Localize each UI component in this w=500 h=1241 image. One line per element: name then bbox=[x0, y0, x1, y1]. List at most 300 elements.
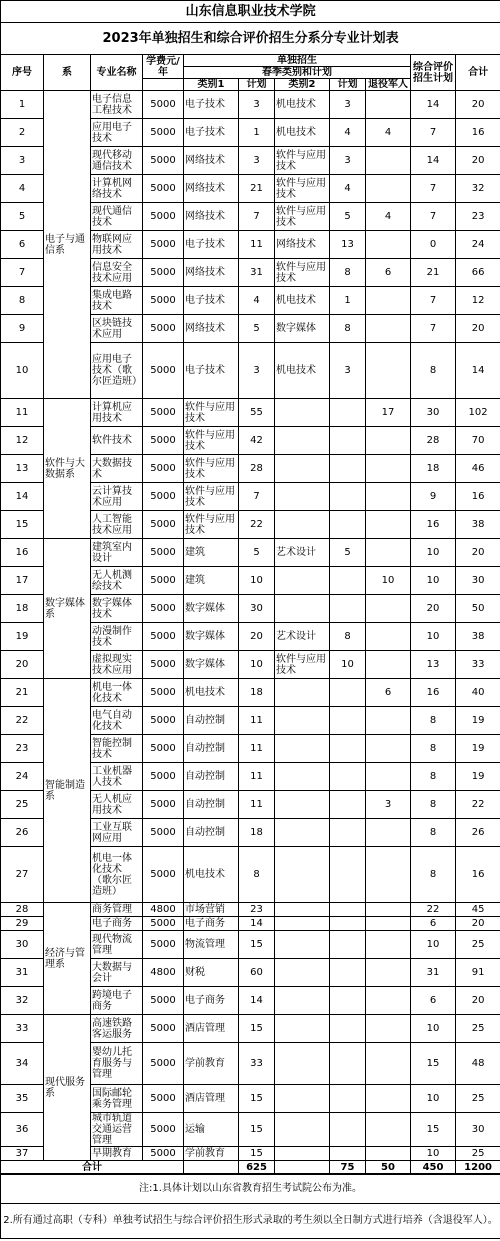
row-seq: 24 bbox=[1, 763, 44, 791]
row-veteran bbox=[366, 91, 411, 119]
row-cat1: 自动控制 bbox=[184, 791, 239, 819]
row-cat1: 电子商务 bbox=[184, 987, 239, 1015]
row-plan2 bbox=[330, 399, 366, 427]
row-total: 20 bbox=[456, 917, 500, 931]
row-plan2 bbox=[330, 987, 366, 1015]
row-seq: 32 bbox=[1, 987, 44, 1015]
row-total: 30 bbox=[456, 1113, 500, 1147]
row-fee: 5000 bbox=[143, 735, 184, 763]
row-total: 48 bbox=[456, 1043, 500, 1085]
row-veteran bbox=[366, 147, 411, 175]
row-cat2 bbox=[275, 931, 330, 959]
totals-veteran: 50 bbox=[366, 1161, 411, 1174]
row-total: 45 bbox=[456, 903, 500, 917]
row-cat1: 电子技术 bbox=[184, 287, 239, 315]
row-plan1: 10 bbox=[239, 651, 275, 679]
header-comprehensive: 综合评价招生计划 bbox=[411, 55, 456, 91]
row-comprehensive: 13 bbox=[411, 651, 456, 679]
row-cat2 bbox=[275, 735, 330, 763]
row-cat1: 软件与应用技术 bbox=[184, 483, 239, 511]
row-cat2 bbox=[275, 483, 330, 511]
row-cat2: 艺术设计 bbox=[275, 539, 330, 567]
row-cat1: 机电技术 bbox=[184, 679, 239, 707]
table-row bbox=[1, 1015, 500, 1043]
row-fee: 5000 bbox=[143, 679, 184, 707]
row-veteran: 17 bbox=[366, 399, 411, 427]
row-total: 20 bbox=[456, 539, 500, 567]
row-veteran: 4 bbox=[366, 203, 411, 231]
row-seq: 35 bbox=[1, 1085, 44, 1113]
row-major: 无人机应用技术 bbox=[91, 791, 143, 819]
row-comprehensive: 10 bbox=[411, 931, 456, 959]
row-plan1: 33 bbox=[239, 1043, 275, 1085]
header-seq: 序号 bbox=[1, 55, 44, 91]
row-seq: 6 bbox=[1, 231, 44, 259]
header-major: 专业名称 bbox=[91, 55, 143, 91]
row-plan1: 30 bbox=[239, 595, 275, 623]
row-fee: 5000 bbox=[143, 707, 184, 735]
table-title: 2023年单独招生和综合评价招生分系分专业计划表 bbox=[1, 23, 500, 55]
row-fee: 5000 bbox=[143, 343, 184, 399]
totals-plan1: 625 bbox=[239, 1161, 275, 1174]
row-fee: 5000 bbox=[143, 539, 184, 567]
row-veteran bbox=[366, 343, 411, 399]
row-major: 应用电子技术 bbox=[91, 119, 143, 147]
row-major: 机电一体化技术（歌尔匠造班） bbox=[91, 847, 143, 903]
row-cat2 bbox=[275, 987, 330, 1015]
row-total: 16 bbox=[456, 483, 500, 511]
row-plan1: 3 bbox=[239, 91, 275, 119]
dept-name: 数字媒体系 bbox=[44, 539, 91, 679]
row-seq: 30 bbox=[1, 931, 44, 959]
row-seq: 27 bbox=[1, 847, 44, 903]
row-plan1: 10 bbox=[239, 567, 275, 595]
row-cat1: 学前教育 bbox=[184, 1043, 239, 1085]
totals-cat1-spacer bbox=[184, 1161, 239, 1174]
header-single: 单独招生 bbox=[184, 55, 411, 67]
row-comprehensive: 8 bbox=[411, 819, 456, 847]
row-plan2: 8 bbox=[330, 315, 366, 343]
row-major: 信息安全技术应用 bbox=[91, 259, 143, 287]
row-cat1: 建筑 bbox=[184, 567, 239, 595]
row-cat2: 机电技术 bbox=[275, 287, 330, 315]
row-seq: 2 bbox=[1, 119, 44, 147]
row-major: 国际邮轮乘务管理 bbox=[91, 1085, 143, 1113]
row-fee: 5000 bbox=[143, 455, 184, 483]
row-plan1: 14 bbox=[239, 987, 275, 1015]
row-plan2 bbox=[330, 1043, 366, 1085]
row-veteran bbox=[366, 651, 411, 679]
row-cat2 bbox=[275, 1147, 330, 1161]
row-fee: 5000 bbox=[143, 1043, 184, 1085]
row-total: 20 bbox=[456, 987, 500, 1015]
row-cat2: 机电技术 bbox=[275, 119, 330, 147]
row-plan2 bbox=[330, 847, 366, 903]
row-plan2 bbox=[330, 819, 366, 847]
row-seq: 21 bbox=[1, 679, 44, 707]
row-plan1: 31 bbox=[239, 259, 275, 287]
table-row bbox=[1, 91, 500, 119]
row-fee: 5000 bbox=[143, 511, 184, 539]
row-plan2: 8 bbox=[330, 623, 366, 651]
row-veteran bbox=[366, 1085, 411, 1113]
row-veteran: 6 bbox=[366, 679, 411, 707]
totals-label: 合计 bbox=[1, 1161, 184, 1174]
row-cat2: 软件与应用技术 bbox=[275, 147, 330, 175]
row-total: 66 bbox=[456, 259, 500, 287]
row-major: 人工智能技术应用 bbox=[91, 511, 143, 539]
row-seq: 7 bbox=[1, 259, 44, 287]
header-total: 合计 bbox=[456, 55, 500, 91]
row-total: 20 bbox=[456, 315, 500, 343]
row-fee: 5000 bbox=[143, 791, 184, 819]
row-major: 大数据与会计 bbox=[91, 959, 143, 987]
row-cat1: 市场营销 bbox=[184, 903, 239, 917]
row-plan1: 11 bbox=[239, 735, 275, 763]
row-total: 50 bbox=[456, 595, 500, 623]
row-major: 现代通信技术 bbox=[91, 203, 143, 231]
row-plan2 bbox=[330, 1015, 366, 1043]
row-seq: 4 bbox=[1, 175, 44, 203]
row-comprehensive: 6 bbox=[411, 917, 456, 931]
header-cat1: 类别1 bbox=[184, 79, 239, 91]
row-seq: 36 bbox=[1, 1113, 44, 1147]
row-seq: 10 bbox=[1, 343, 44, 399]
row-comprehensive: 7 bbox=[411, 315, 456, 343]
row-total: 22 bbox=[456, 791, 500, 819]
row-cat1: 软件与应用技术 bbox=[184, 427, 239, 455]
row-total: 25 bbox=[456, 1147, 500, 1161]
row-total: 102 bbox=[456, 399, 500, 427]
row-fee: 5000 bbox=[143, 287, 184, 315]
row-plan2 bbox=[330, 791, 366, 819]
row-fee: 5000 bbox=[143, 1015, 184, 1043]
row-fee: 5000 bbox=[143, 399, 184, 427]
row-cat2 bbox=[275, 1043, 330, 1085]
row-cat2 bbox=[275, 399, 330, 427]
row-plan1: 7 bbox=[239, 203, 275, 231]
row-plan2 bbox=[330, 679, 366, 707]
row-seq: 20 bbox=[1, 651, 44, 679]
row-veteran bbox=[366, 931, 411, 959]
row-comprehensive: 31 bbox=[411, 959, 456, 987]
row-veteran bbox=[366, 819, 411, 847]
row-cat1: 自动控制 bbox=[184, 735, 239, 763]
row-veteran bbox=[366, 903, 411, 917]
row-cat1: 酒店管理 bbox=[184, 1085, 239, 1113]
row-comprehensive: 8 bbox=[411, 707, 456, 735]
row-comprehensive: 30 bbox=[411, 399, 456, 427]
row-major: 无人机测绘技术 bbox=[91, 567, 143, 595]
row-comprehensive: 7 bbox=[411, 119, 456, 147]
row-major: 虚拟现实技术应用 bbox=[91, 651, 143, 679]
row-veteran bbox=[366, 287, 411, 315]
row-cat1: 网络技术 bbox=[184, 203, 239, 231]
school-name: 山东信息职业技术学院 bbox=[1, 1, 500, 23]
row-veteran bbox=[366, 315, 411, 343]
row-comprehensive: 10 bbox=[411, 1147, 456, 1161]
row-fee: 5000 bbox=[143, 259, 184, 287]
row-veteran bbox=[366, 1147, 411, 1161]
row-major: 婴幼儿托育服务与管理 bbox=[91, 1043, 143, 1085]
row-total: 19 bbox=[456, 763, 500, 791]
row-major: 区块链技术应用 bbox=[91, 315, 143, 343]
row-seq: 25 bbox=[1, 791, 44, 819]
row-fee: 5000 bbox=[143, 987, 184, 1015]
row-major: 软件技术 bbox=[91, 427, 143, 455]
row-plan1: 14 bbox=[239, 917, 275, 931]
row-veteran bbox=[366, 1113, 411, 1147]
row-seq: 28 bbox=[1, 903, 44, 917]
row-plan1: 15 bbox=[239, 931, 275, 959]
row-fee: 5000 bbox=[143, 651, 184, 679]
row-plan1: 15 bbox=[239, 1147, 275, 1161]
row-total: 38 bbox=[456, 623, 500, 651]
row-veteran bbox=[366, 1043, 411, 1085]
row-cat1: 数字媒体 bbox=[184, 651, 239, 679]
header-dept: 系 bbox=[44, 55, 91, 91]
row-veteran bbox=[366, 595, 411, 623]
row-total: 91 bbox=[456, 959, 500, 987]
row-cat2 bbox=[275, 455, 330, 483]
row-total: 24 bbox=[456, 231, 500, 259]
row-cat2 bbox=[275, 427, 330, 455]
row-comprehensive: 15 bbox=[411, 1113, 456, 1147]
row-comprehensive: 28 bbox=[411, 427, 456, 455]
row-seq: 23 bbox=[1, 735, 44, 763]
row-plan1: 21 bbox=[239, 175, 275, 203]
row-cat2 bbox=[275, 595, 330, 623]
row-plan1: 11 bbox=[239, 791, 275, 819]
row-fee: 4800 bbox=[143, 903, 184, 917]
row-cat1: 自动控制 bbox=[184, 707, 239, 735]
row-plan2 bbox=[330, 931, 366, 959]
row-cat1: 数字媒体 bbox=[184, 595, 239, 623]
table-row bbox=[1, 679, 500, 707]
row-seq: 3 bbox=[1, 147, 44, 175]
row-total: 26 bbox=[456, 819, 500, 847]
row-plan1: 15 bbox=[239, 1085, 275, 1113]
row-comprehensive: 10 bbox=[411, 539, 456, 567]
row-fee: 5000 bbox=[143, 1113, 184, 1147]
row-veteran bbox=[366, 455, 411, 483]
row-seq: 12 bbox=[1, 427, 44, 455]
row-comprehensive: 8 bbox=[411, 343, 456, 399]
row-cat2 bbox=[275, 847, 330, 903]
row-cat2: 软件与应用技术 bbox=[275, 651, 330, 679]
row-veteran: 10 bbox=[366, 567, 411, 595]
row-veteran bbox=[366, 623, 411, 651]
row-cat1: 软件与应用技术 bbox=[184, 511, 239, 539]
row-cat1: 学前教育 bbox=[184, 1147, 239, 1161]
row-comprehensive: 16 bbox=[411, 679, 456, 707]
row-plan2 bbox=[330, 917, 366, 931]
header-cat2: 类别2 bbox=[275, 79, 330, 91]
row-major: 集成电路技术 bbox=[91, 287, 143, 315]
row-seq: 37 bbox=[1, 1147, 44, 1161]
row-comprehensive: 8 bbox=[411, 791, 456, 819]
row-major: 商务管理 bbox=[91, 903, 143, 917]
row-veteran bbox=[366, 987, 411, 1015]
row-seq: 8 bbox=[1, 287, 44, 315]
row-comprehensive: 18 bbox=[411, 455, 456, 483]
row-cat1: 物流管理 bbox=[184, 931, 239, 959]
row-plan1: 42 bbox=[239, 427, 275, 455]
row-comprehensive: 21 bbox=[411, 259, 456, 287]
totals-total: 1200 bbox=[456, 1161, 500, 1174]
row-fee: 5000 bbox=[143, 763, 184, 791]
row-major: 数字媒体技术 bbox=[91, 595, 143, 623]
row-plan1: 5 bbox=[239, 315, 275, 343]
row-plan1: 55 bbox=[239, 399, 275, 427]
row-major: 城市轨道交通运营管理 bbox=[91, 1113, 143, 1147]
row-comprehensive: 14 bbox=[411, 91, 456, 119]
row-comprehensive: 14 bbox=[411, 147, 456, 175]
row-cat2: 软件与应用技术 bbox=[275, 203, 330, 231]
note-1: 注:1.具体计划以山东省教育招生考试院公布为准。 bbox=[1, 1175, 500, 1204]
row-veteran: 3 bbox=[366, 791, 411, 819]
row-plan1: 11 bbox=[239, 231, 275, 259]
row-comprehensive: 7 bbox=[411, 203, 456, 231]
row-cat1: 软件与应用技术 bbox=[184, 399, 239, 427]
row-plan1: 20 bbox=[239, 623, 275, 651]
row-comprehensive: 9 bbox=[411, 483, 456, 511]
row-major: 电气自动化技术 bbox=[91, 707, 143, 735]
row-total: 19 bbox=[456, 707, 500, 735]
row-plan2: 4 bbox=[330, 119, 366, 147]
row-cat1: 数字媒体 bbox=[184, 623, 239, 651]
row-comprehensive: 15 bbox=[411, 1043, 456, 1085]
row-comprehensive: 20 bbox=[411, 595, 456, 623]
row-plan1: 18 bbox=[239, 819, 275, 847]
row-veteran bbox=[366, 707, 411, 735]
row-plan2 bbox=[330, 1085, 366, 1113]
row-cat1: 运输 bbox=[184, 1113, 239, 1147]
row-cat2: 网络技术 bbox=[275, 231, 330, 259]
row-total: 16 bbox=[456, 847, 500, 903]
row-plan2: 5 bbox=[330, 203, 366, 231]
row-cat1: 建筑 bbox=[184, 539, 239, 567]
row-major: 机电一体化技术 bbox=[91, 679, 143, 707]
row-total: 70 bbox=[456, 427, 500, 455]
row-plan2 bbox=[330, 567, 366, 595]
dept-name: 软件与大数据系 bbox=[44, 399, 91, 539]
row-cat2 bbox=[275, 567, 330, 595]
row-major: 计算机应用技术 bbox=[91, 399, 143, 427]
row-plan1: 15 bbox=[239, 1113, 275, 1147]
table-row bbox=[1, 399, 500, 427]
header-spring: 春季类别和计划 bbox=[184, 67, 411, 79]
row-fee: 5000 bbox=[143, 567, 184, 595]
row-veteran bbox=[366, 483, 411, 511]
row-total: 12 bbox=[456, 287, 500, 315]
row-major: 跨境电子商务 bbox=[91, 987, 143, 1015]
row-comprehensive: 7 bbox=[411, 175, 456, 203]
row-veteran: 6 bbox=[366, 259, 411, 287]
row-plan2: 1 bbox=[330, 287, 366, 315]
row-cat1: 网络技术 bbox=[184, 175, 239, 203]
row-veteran bbox=[366, 231, 411, 259]
row-plan2 bbox=[330, 735, 366, 763]
row-comprehensive: 8 bbox=[411, 847, 456, 903]
row-major: 应用电子技术（歌尔匠造班） bbox=[91, 343, 143, 399]
table-row bbox=[1, 903, 500, 917]
row-plan2: 10 bbox=[330, 651, 366, 679]
row-total: 30 bbox=[456, 567, 500, 595]
row-cat1: 电子技术 bbox=[184, 119, 239, 147]
row-major: 工业互联网应用 bbox=[91, 819, 143, 847]
row-seq: 29 bbox=[1, 917, 44, 931]
row-fee: 5000 bbox=[143, 819, 184, 847]
totals-row bbox=[1, 1161, 500, 1174]
row-veteran bbox=[366, 511, 411, 539]
row-plan1: 8 bbox=[239, 847, 275, 903]
row-plan1: 1 bbox=[239, 119, 275, 147]
row-seq: 11 bbox=[1, 399, 44, 427]
row-cat1: 网络技术 bbox=[184, 259, 239, 287]
row-plan2 bbox=[330, 1113, 366, 1147]
row-plan1: 3 bbox=[239, 147, 275, 175]
note-2: 2.所有通过高职（专科）单独考试招生与综合评价招生形式录取的考生须以全日制方式进行培养（含退役军人）。 bbox=[1, 1204, 500, 1239]
row-veteran bbox=[366, 175, 411, 203]
notes-table bbox=[0, 1174, 500, 1239]
row-total: 19 bbox=[456, 735, 500, 763]
row-plan2: 4 bbox=[330, 175, 366, 203]
row-cat2 bbox=[275, 1015, 330, 1043]
row-seq: 34 bbox=[1, 1043, 44, 1085]
row-comprehensive: 6 bbox=[411, 987, 456, 1015]
row-plan2 bbox=[330, 903, 366, 917]
row-total: 38 bbox=[456, 511, 500, 539]
row-cat1: 网络技术 bbox=[184, 147, 239, 175]
row-plan1: 60 bbox=[239, 959, 275, 987]
row-total: 20 bbox=[456, 91, 500, 119]
totals-comprehensive: 450 bbox=[411, 1161, 456, 1174]
row-total: 33 bbox=[456, 651, 500, 679]
row-comprehensive: 10 bbox=[411, 623, 456, 651]
row-veteran bbox=[366, 917, 411, 931]
row-fee: 5000 bbox=[143, 427, 184, 455]
dept-name: 现代服务系 bbox=[44, 1015, 91, 1161]
row-comprehensive: 7 bbox=[411, 287, 456, 315]
row-plan1: 15 bbox=[239, 1015, 275, 1043]
row-plan2 bbox=[330, 483, 366, 511]
row-total: 32 bbox=[456, 175, 500, 203]
row-plan2 bbox=[330, 763, 366, 791]
row-comprehensive: 16 bbox=[411, 511, 456, 539]
header-fee-spacer bbox=[143, 79, 184, 91]
row-cat2 bbox=[275, 917, 330, 931]
row-seq: 31 bbox=[1, 959, 44, 987]
row-veteran bbox=[366, 847, 411, 903]
row-fee: 5000 bbox=[143, 595, 184, 623]
row-cat2 bbox=[275, 819, 330, 847]
header-veteran: 退役军人 bbox=[366, 79, 411, 91]
row-total: 14 bbox=[456, 343, 500, 399]
row-plan2 bbox=[330, 455, 366, 483]
row-plan1: 22 bbox=[239, 511, 275, 539]
row-cat1: 电子技术 bbox=[184, 343, 239, 399]
row-plan2 bbox=[330, 511, 366, 539]
row-total: 40 bbox=[456, 679, 500, 707]
row-cat2 bbox=[275, 903, 330, 917]
row-comprehensive: 8 bbox=[411, 735, 456, 763]
row-plan2 bbox=[330, 959, 366, 987]
row-major: 早期教育 bbox=[91, 1147, 143, 1161]
table-row bbox=[1, 539, 500, 567]
row-cat2 bbox=[275, 707, 330, 735]
row-fee: 5000 bbox=[143, 623, 184, 651]
